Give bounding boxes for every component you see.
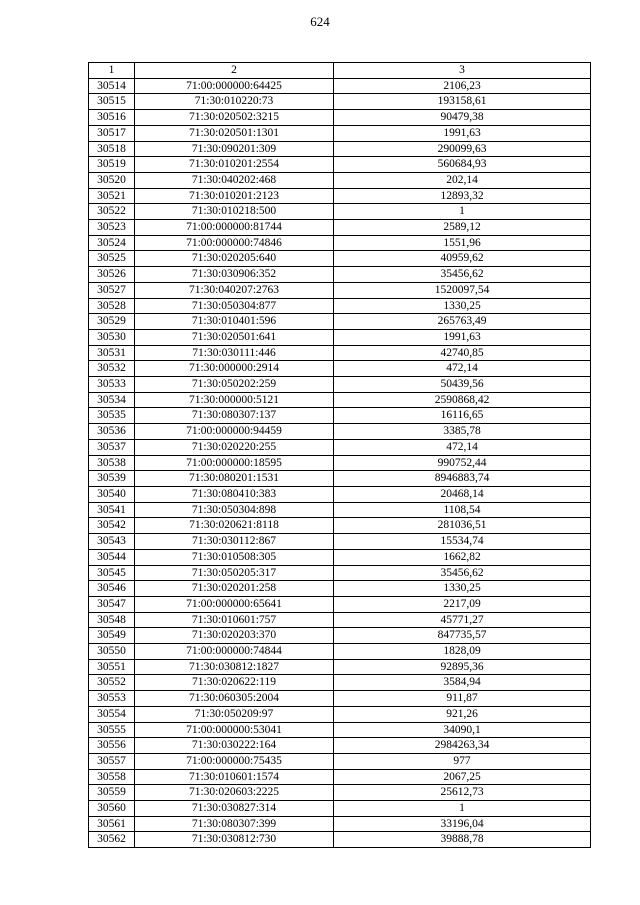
row-number-cell: 30543 [89,534,135,550]
cadastral-number-cell: 71:30:080201:1531 [135,471,334,487]
table-row [89,801,591,817]
value-cell: 921,26 [334,706,591,722]
value-cell: 1551,96 [334,235,591,251]
table-row [89,706,591,722]
row-number-cell: 30561 [89,816,135,832]
table-row [89,471,591,487]
table-row [89,534,591,550]
value-cell: 50439,56 [334,377,591,393]
row-number-cell: 30528 [89,298,135,314]
cadastral-number-cell: 71:30:010201:2123 [135,188,334,204]
cadastral-number-cell: 71:30:030111:446 [135,345,334,361]
cadastral-number-cell: 71:30:050209:97 [135,706,334,722]
row-number-cell: 30520 [89,172,135,188]
table-row [89,157,591,173]
table-row [89,612,591,628]
value-cell: 472,14 [334,361,591,377]
table-row [89,502,591,518]
row-number-cell: 30517 [89,125,135,141]
cadastral-number-cell: 71:30:060305:2004 [135,691,334,707]
table-row [89,785,591,801]
row-number-cell: 30525 [89,251,135,267]
cadastral-number-cell: 71:30:050202:259 [135,377,334,393]
table-row [89,518,591,534]
table-row [89,628,591,644]
cadastral-number-cell: 71:30:080307:137 [135,408,334,424]
row-number-cell: 30546 [89,581,135,597]
row-number-cell: 30515 [89,94,135,110]
value-cell: 1520097,54 [334,282,591,298]
table-row [89,251,591,267]
row-number-cell: 30522 [89,204,135,220]
row-number-cell: 30557 [89,753,135,769]
cadastral-number-cell: 71:30:010220:73 [135,94,334,110]
row-number-cell: 30558 [89,769,135,785]
row-number-cell: 30521 [89,188,135,204]
value-cell: 39888,78 [334,832,591,848]
row-number-cell: 30538 [89,455,135,471]
value-cell: 847735,57 [334,628,591,644]
table-row [89,581,591,597]
value-cell: 35456,62 [334,267,591,283]
row-number-cell: 30553 [89,691,135,707]
page-number: 624 [310,14,330,29]
value-cell: 1991,63 [334,329,591,345]
row-number-cell: 30523 [89,220,135,236]
table-row [89,424,591,440]
row-number-cell: 30550 [89,644,135,660]
cadastral-number-cell: 71:30:030222:164 [135,738,334,754]
table-row [89,596,591,612]
row-number-cell: 30555 [89,722,135,738]
value-cell: 202,14 [334,172,591,188]
value-cell: 90479,38 [334,110,591,126]
cadastral-number-cell: 71:30:030812:730 [135,832,334,848]
cadastral-number-cell: 71:30:020502:3215 [135,110,334,126]
cadastral-number-cell: 71:30:040202:468 [135,172,334,188]
cadastral-number-cell: 71:30:030812:1827 [135,659,334,675]
value-cell: 42740,85 [334,345,591,361]
table-row [89,816,591,832]
cadastral-number-cell: 71:30:090201:309 [135,141,334,157]
cadastral-number-cell: 71:00:000000:75435 [135,753,334,769]
table-row [89,329,591,345]
value-cell: 990752,44 [334,455,591,471]
table-header-row [89,63,591,79]
value-cell: 8946883,74 [334,471,591,487]
cadastral-number-cell: 71:30:080307:399 [135,816,334,832]
value-cell: 40959,62 [334,251,591,267]
value-cell: 35456,62 [334,565,591,581]
value-cell: 2590868,42 [334,392,591,408]
value-cell: 34090,1 [334,722,591,738]
row-number-cell: 30514 [89,78,135,94]
value-cell: 1330,25 [334,298,591,314]
row-number-cell: 30535 [89,408,135,424]
value-cell: 16116,65 [334,408,591,424]
value-cell: 1662,82 [334,549,591,565]
row-number-cell: 30562 [89,832,135,848]
table-row [89,235,591,251]
cadastral-number-cell: 71:00:000000:94459 [135,424,334,440]
row-number-cell: 30542 [89,518,135,534]
table-row [89,204,591,220]
table-row [89,691,591,707]
value-cell: 2217,09 [334,596,591,612]
cadastral-number-cell: 71:30:030827:314 [135,801,334,817]
cadastral-number-cell: 71:30:020501:1301 [135,125,334,141]
cadastral-number-cell: 71:30:050304:877 [135,298,334,314]
table-row [89,439,591,455]
table-row [89,345,591,361]
row-number-cell: 30530 [89,329,135,345]
cadastral-number-cell: 71:00:000000:65641 [135,596,334,612]
value-cell: 1330,25 [334,581,591,597]
row-number-cell: 30560 [89,801,135,817]
value-cell: 1 [334,204,591,220]
cadastral-number-cell: 71:30:010201:2554 [135,157,334,173]
cadastral-number-cell: 71:30:080410:383 [135,486,334,502]
cadastral-number-cell: 71:30:030112:867 [135,534,334,550]
table-body [89,78,591,847]
cadastral-number-cell: 71:30:020501:641 [135,329,334,345]
table-row [89,172,591,188]
table-row [89,110,591,126]
table-row [89,141,591,157]
row-number-cell: 30534 [89,392,135,408]
row-number-cell: 30544 [89,549,135,565]
table-row [89,644,591,660]
table-row [89,565,591,581]
value-cell: 265763,49 [334,314,591,330]
table-row [89,78,591,94]
cadastral-number-cell: 71:00:000000:81744 [135,220,334,236]
value-cell: 15534,74 [334,534,591,550]
cadastral-number-cell: 71:00:000000:74846 [135,235,334,251]
table-row [89,94,591,110]
row-number-cell: 30547 [89,596,135,612]
row-number-cell: 30532 [89,361,135,377]
cadastral-number-cell: 71:30:000000:2914 [135,361,334,377]
cadastral-number-cell: 71:00:000000:53041 [135,722,334,738]
row-number-cell: 30548 [89,612,135,628]
column-header-1: 1 [89,63,135,79]
value-cell: 2984263,34 [334,738,591,754]
row-number-cell: 30533 [89,377,135,393]
value-cell: 12893,32 [334,188,591,204]
table-row [89,408,591,424]
value-cell: 281036,51 [334,518,591,534]
row-number-cell: 30541 [89,502,135,518]
table-row [89,455,591,471]
table-row [89,125,591,141]
value-cell: 92895,36 [334,659,591,675]
value-cell: 3385,78 [334,424,591,440]
cadastral-number-cell: 71:30:010601:757 [135,612,334,628]
table-row [89,486,591,502]
value-cell: 1991,63 [334,125,591,141]
cadastral-number-cell: 71:00:000000:64425 [135,78,334,94]
value-cell: 1828,09 [334,644,591,660]
value-cell: 2067,25 [334,769,591,785]
value-cell: 20468,14 [334,486,591,502]
table-row [89,392,591,408]
value-cell: 2589,12 [334,220,591,236]
value-cell: 472,14 [334,439,591,455]
cadastral-number-cell: 71:30:020201:258 [135,581,334,597]
row-number-cell: 30531 [89,345,135,361]
table-row [89,282,591,298]
cadastral-number-cell: 71:30:020622:119 [135,675,334,691]
table-row [89,361,591,377]
cadastral-number-cell: 71:30:020203:370 [135,628,334,644]
table-row [89,188,591,204]
cadastral-number-cell: 71:30:020220:255 [135,439,334,455]
cadastral-number-cell: 71:30:020621:8118 [135,518,334,534]
row-number-cell: 30539 [89,471,135,487]
row-number-cell: 30551 [89,659,135,675]
value-cell: 45771,27 [334,612,591,628]
table-row [89,549,591,565]
row-number-cell: 30518 [89,141,135,157]
row-number-cell: 30519 [89,157,135,173]
value-cell: 290099,63 [334,141,591,157]
table-row [89,769,591,785]
table-row [89,298,591,314]
cadastral-number-cell: 71:30:020205:640 [135,251,334,267]
row-number-cell: 30556 [89,738,135,754]
row-number-cell: 30540 [89,486,135,502]
row-number-cell: 30526 [89,267,135,283]
row-number-cell: 30552 [89,675,135,691]
value-cell: 1108,54 [334,502,591,518]
row-number-cell: 30559 [89,785,135,801]
table-row [89,675,591,691]
table-row [89,377,591,393]
row-number-cell: 30529 [89,314,135,330]
value-cell: 25612,73 [334,785,591,801]
row-number-cell: 30536 [89,424,135,440]
table-row [89,753,591,769]
cadastral-number-cell: 71:30:010401:596 [135,314,334,330]
value-cell: 193158,61 [334,94,591,110]
cadastral-number-cell: 71:30:010508:305 [135,549,334,565]
row-number-cell: 30537 [89,439,135,455]
cadastral-number-cell: 71:00:000000:74844 [135,644,334,660]
data-table [88,62,591,848]
row-number-cell: 30527 [89,282,135,298]
cadastral-number-cell: 71:00:000000:18595 [135,455,334,471]
table-row [89,738,591,754]
table-row [89,314,591,330]
value-cell: 560684,93 [334,157,591,173]
column-header-2: 2 [135,63,334,79]
cadastral-number-cell: 71:30:010601:1574 [135,769,334,785]
column-header-3: 3 [334,63,591,79]
table-row [89,220,591,236]
row-number-cell: 30516 [89,110,135,126]
table-row [89,267,591,283]
cadastral-number-cell: 71:30:050205:317 [135,565,334,581]
table-row [89,659,591,675]
cadastral-number-cell: 71:30:010218:500 [135,204,334,220]
row-number-cell: 30549 [89,628,135,644]
value-cell: 977 [334,753,591,769]
cadastral-number-cell: 71:30:020603:2225 [135,785,334,801]
table-row [89,722,591,738]
row-number-cell: 30524 [89,235,135,251]
cadastral-number-cell: 71:30:050304:898 [135,502,334,518]
cadastral-number-cell: 71:30:030906:352 [135,267,334,283]
value-cell: 33196,04 [334,816,591,832]
value-cell: 2106,23 [334,78,591,94]
cadastral-number-cell: 71:30:000000:5121 [135,392,334,408]
table-row [89,832,591,848]
cadastral-number-cell: 71:30:040207:2763 [135,282,334,298]
row-number-cell: 30545 [89,565,135,581]
value-cell: 911,87 [334,691,591,707]
row-number-cell: 30554 [89,706,135,722]
value-cell: 3584,94 [334,675,591,691]
value-cell: 1 [334,801,591,817]
